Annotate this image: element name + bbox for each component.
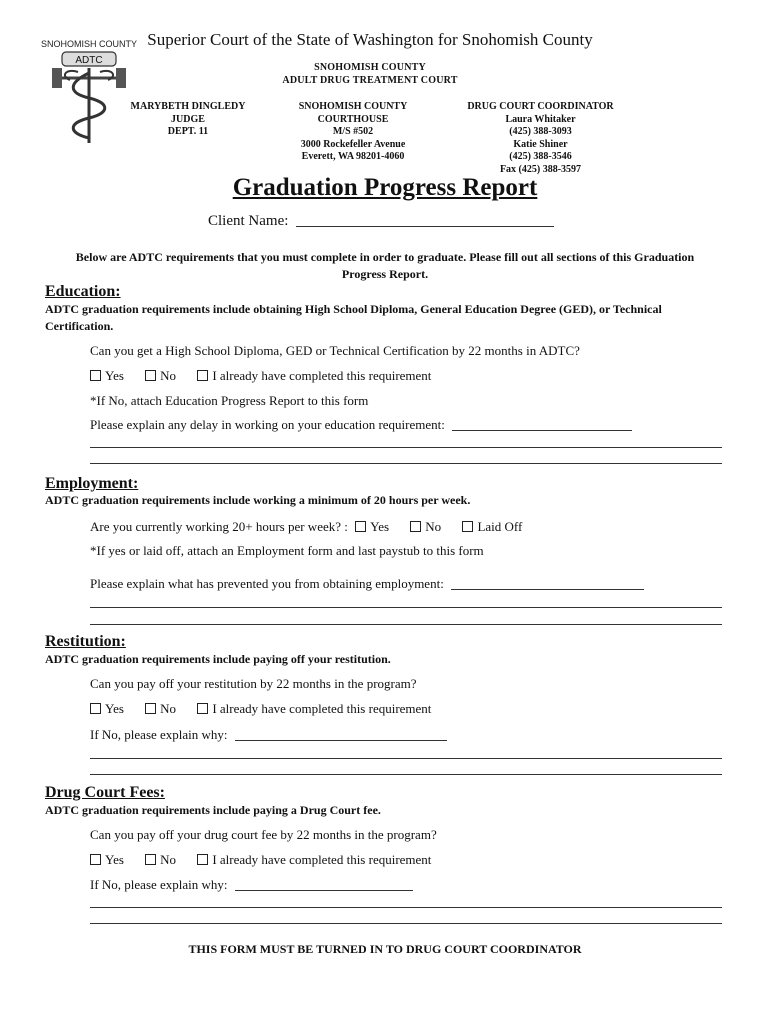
employment-note: *If yes or laid off, attach an Employment form and last paystub to this form — [90, 543, 484, 558]
checkbox-icon[interactable] — [197, 854, 208, 865]
fees-done-option[interactable] — [197, 852, 431, 867]
restitution-no-option[interactable] — [145, 701, 176, 716]
education-answer-line[interactable] — [90, 463, 722, 464]
option-label: Laid Off — [477, 519, 523, 534]
courthouse-line: SNOHOMISH COUNTY — [298, 101, 408, 112]
employment-no-option[interactable] — [410, 519, 441, 534]
logo-badge-text: ADTC — [75, 55, 103, 66]
logo-county-text: SNOHOMISH COUNTY — [40, 39, 138, 49]
employment-question-row — [90, 519, 540, 535]
fees-explain-field[interactable] — [235, 890, 413, 891]
coordinator-line: Fax (425) 388-3597 — [499, 163, 582, 175]
checkbox-icon[interactable] — [197, 703, 208, 714]
courthouse-line: COURTHOUSE — [317, 113, 389, 125]
checkbox-icon[interactable] — [145, 854, 156, 865]
checkbox-icon[interactable] — [197, 370, 208, 381]
fees-no-option[interactable] — [145, 852, 176, 867]
coordinator-block — [448, 101, 633, 176]
option-label: I already have completed this requirement — [212, 368, 432, 383]
option-label: I already have completed this requirement — [212, 852, 432, 867]
restitution-answer-line[interactable] — [90, 774, 722, 775]
judge-block — [118, 101, 258, 139]
checkbox-icon[interactable] — [145, 703, 156, 714]
judge-title: JUDGE — [171, 113, 205, 125]
employment-explain-row — [90, 576, 644, 592]
court-title: Superior Court of the State of Washington for Snohomish County — [147, 30, 593, 49]
fees-explain-row — [90, 877, 413, 893]
education-explain-field[interactable] — [452, 430, 632, 431]
option-label: Yes — [105, 852, 124, 867]
restitution-options — [90, 701, 449, 717]
option-label: Yes — [105, 701, 124, 716]
employment-laidoff-option[interactable] — [462, 519, 522, 534]
education-answer-line[interactable] — [90, 447, 722, 448]
courthouse-block — [278, 101, 428, 164]
restitution-explain-row — [90, 727, 447, 743]
county-name: SNOHOMISH COUNTY — [314, 62, 426, 73]
checkbox-icon[interactable] — [90, 370, 101, 381]
courthouse-line: 3000 Rockefeller Avenue — [300, 138, 406, 150]
employment-answer-line[interactable] — [90, 607, 722, 608]
footer-instruction: THIS FORM MUST BE TURNED IN TO DRUG COURT COORDINATOR — [188, 942, 582, 956]
option-label: No — [425, 519, 442, 534]
checkbox-icon[interactable] — [90, 854, 101, 865]
education-options — [90, 368, 449, 384]
employment-answer-line[interactable] — [90, 624, 722, 625]
education-requirement: ADTC graduation requirements include obtaining High School Diploma, General Education Degree (GED), or Technical Certification. — [45, 302, 662, 333]
court-name: ADULT DRUG TREATMENT COURT — [282, 75, 458, 86]
fees-heading: Drug Court Fees: — [45, 784, 165, 801]
fees-explain-label: If No, please explain why: — [90, 877, 228, 892]
education-note: *If No, attach Education Progress Report to this form — [90, 393, 369, 408]
coordinator-line: (425) 388-3546 — [509, 151, 572, 162]
fees-options — [90, 852, 449, 868]
judge-name: MARYBETH DINGLEDY — [130, 101, 246, 112]
fees-question: Can you pay off your drug court fee by 22 months in the program? — [90, 827, 437, 842]
employment-question: Are you currently working 20+ hours per week? : — [90, 519, 348, 534]
courthouse-line: M/S #502 — [332, 126, 374, 137]
employment-heading: Employment: — [45, 475, 139, 492]
client-name-label: Client Name: — [208, 213, 289, 229]
checkbox-icon[interactable] — [462, 521, 473, 532]
restitution-done-option[interactable] — [197, 701, 431, 716]
education-yes-option[interactable] — [90, 368, 124, 383]
judge-dept: DEPT. 11 — [167, 126, 209, 137]
education-question: Can you get a High School Diploma, GED or Technical Certification by 22 months in ADTC? — [90, 343, 580, 358]
restitution-heading: Restitution: — [45, 633, 126, 650]
fees-answer-line[interactable] — [90, 923, 722, 924]
restitution-question: Can you pay off your restitution by 22 months in the program? — [90, 676, 417, 691]
employment-yes-option[interactable] — [355, 519, 389, 534]
coordinator-line: Laura Whitaker — [505, 113, 576, 125]
education-explain-row — [90, 417, 632, 433]
courthouse-line: Everett, WA 98201-4060 — [301, 151, 405, 162]
restitution-yes-option[interactable] — [90, 701, 124, 716]
education-heading: Education: — [45, 283, 121, 300]
fees-requirement: ADTC graduation requirements include paying a Drug Court fee. — [45, 803, 381, 817]
checkbox-icon[interactable] — [145, 370, 156, 381]
checkbox-icon[interactable] — [90, 703, 101, 714]
client-name-row — [208, 213, 554, 230]
intro-text: Below are ADTC requirements that you must complete in order to graduate. Please fill out all sections of this Graduation Progress Report. — [75, 250, 695, 281]
restitution-explain-field[interactable] — [235, 740, 447, 741]
education-explain-label: Please explain any delay in working on your education requirement: — [90, 417, 445, 432]
education-no-option[interactable] — [145, 368, 176, 383]
option-label: No — [160, 852, 177, 867]
option-label: No — [160, 368, 177, 383]
coordinator-line: Katie Shiner — [513, 138, 568, 150]
fees-yes-option[interactable] — [90, 852, 124, 867]
option-label: Yes — [370, 519, 390, 534]
checkbox-icon[interactable] — [355, 521, 366, 532]
employment-requirement: ADTC graduation requirements include working a minimum of 20 hours per week. — [45, 493, 471, 507]
form-title: Graduation Progress Report — [232, 174, 538, 201]
restitution-requirement: ADTC graduation requirements include paying off your restitution. — [45, 652, 391, 666]
client-name-field[interactable] — [296, 226, 554, 227]
restitution-answer-line[interactable] — [90, 758, 722, 759]
restitution-explain-label: If No, please explain why: — [90, 727, 228, 742]
education-done-option[interactable] — [197, 368, 431, 383]
employment-explain-label: Please explain what has prevented you from obtaining employment: — [90, 576, 444, 591]
option-label: Yes — [105, 368, 124, 383]
coordinator-line: DRUG COURT COORDINATOR — [467, 101, 614, 112]
fees-answer-line[interactable] — [90, 907, 722, 908]
employment-explain-field[interactable] — [451, 589, 644, 590]
option-label: I already have completed this requirement — [212, 701, 432, 716]
checkbox-icon[interactable] — [410, 521, 421, 532]
coordinator-line: (425) 388-3093 — [509, 126, 572, 137]
option-label: No — [160, 701, 177, 716]
